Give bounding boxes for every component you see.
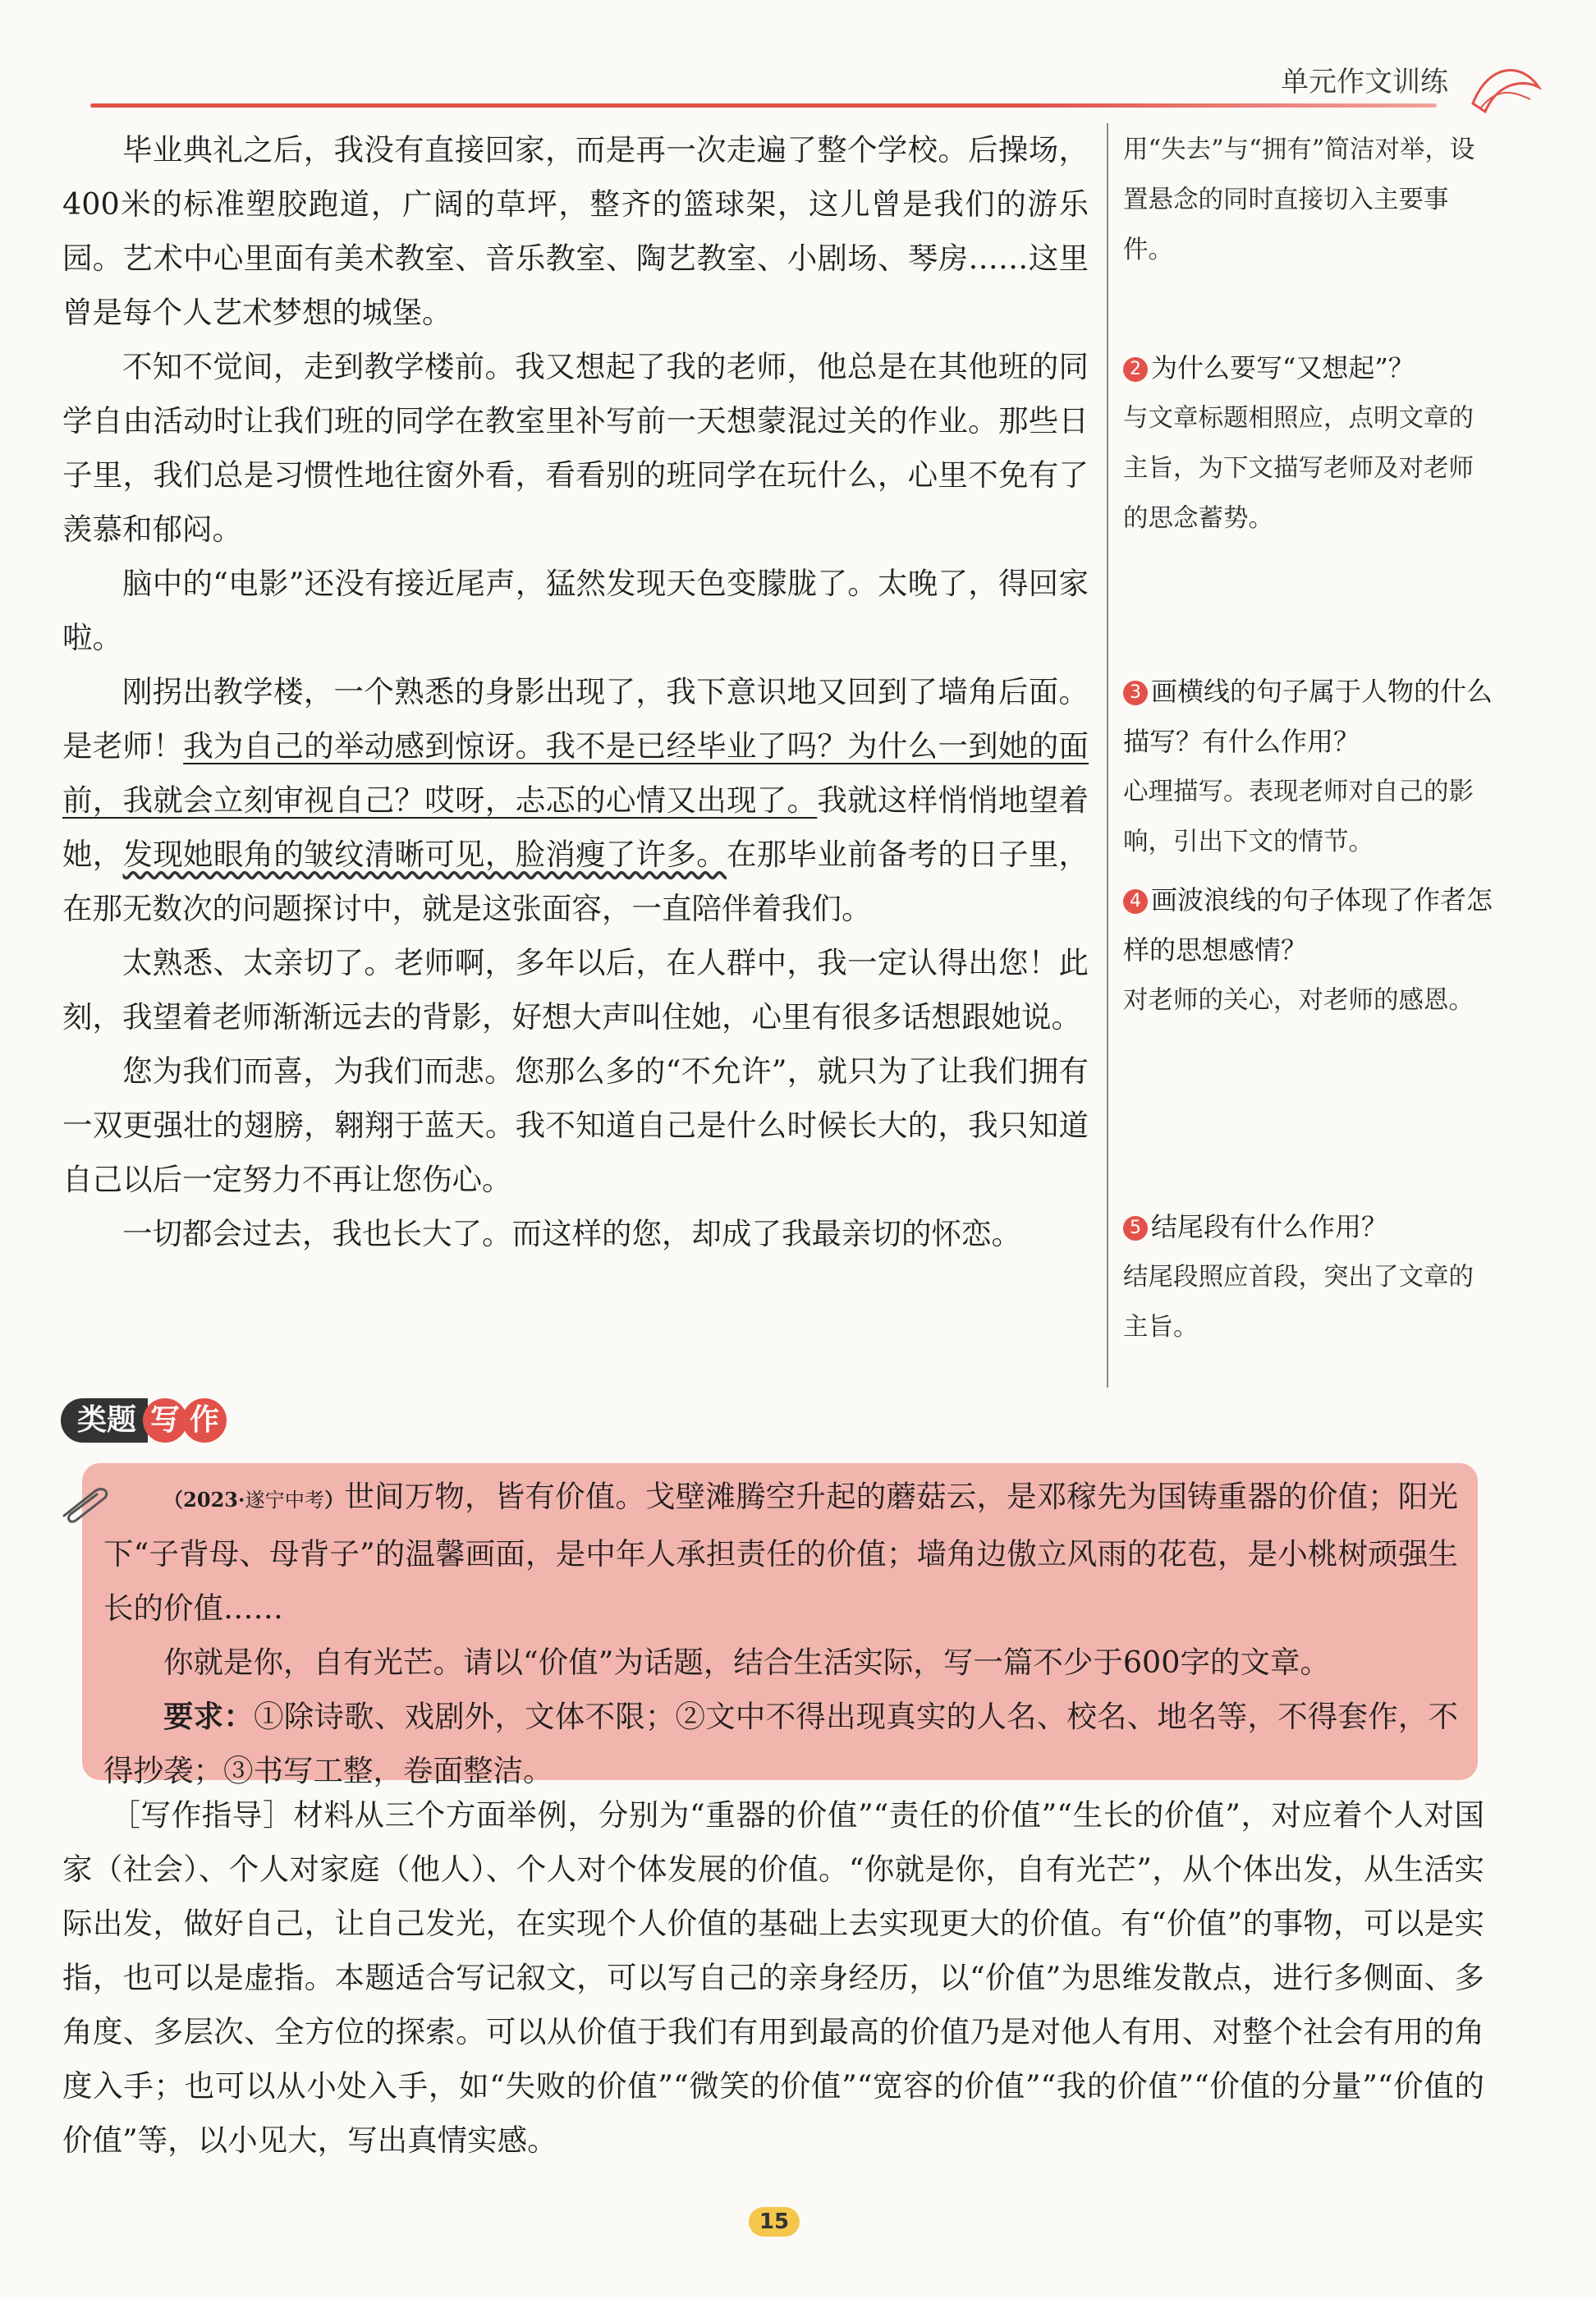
note-question (1123, 667, 1494, 767)
note-answer: 对老师的关心，对老师的感恩。 (1123, 986, 1474, 1015)
essay-paragraph (62, 665, 1089, 936)
question-text: 画波浪线的句子体现了作者怎样的思想感情？ (1123, 884, 1493, 966)
text-run: 刚拐出教学楼，一个熟悉的身影出现了，我下意识地又回到了墙角后面。是老师！ (62, 674, 1089, 764)
note-answer: 结尾段照应首段，突出了文章的主旨。 (1123, 1263, 1474, 1342)
number-badge: 2 (1123, 357, 1148, 382)
source-close: ） (324, 1488, 345, 1512)
note-5 (1123, 1202, 1494, 1352)
badge-char: 写 (143, 1398, 187, 1443)
column-divider (1107, 123, 1108, 1388)
requirements-text: ①除诗歌、戏剧外，文体不限；②文中不得出现真实的人名、校名、地名等，不得套作，不得抄袭；③书写工整，卷面整洁。 (103, 1699, 1459, 1788)
badge-char: 作 (182, 1398, 227, 1443)
essay-body (62, 123, 1089, 1261)
note-4 (1123, 875, 1494, 1026)
prompt-material (103, 1470, 1458, 1636)
note-3 (1123, 667, 1494, 867)
note-question (1123, 343, 1494, 393)
note-question (1123, 1202, 1494, 1252)
source-place: 遂宁中考 (245, 1489, 325, 1512)
guide-text: 材料从三个方面举例，分别为“重器的价值”“责任的价值”“生长的价值”，对应着个人对国家（社会）、个人对家庭（他人）、个人对个体发展的价值。“你就是你，自有光芒”，从个体出发，从生活实际出发，做好自己，让自己发光，在实现个人价值的基础上去实现更大的价值。有“价值”的事物，可以是实指，也可以是虚指。本题适合写记叙文，可以写自己的亲身经历，以“价值”为思维发散点，进行多侧面、多角度、多层次、全方位的探索。可以从价值于我们有用到最高的价值乃是对他人有用、对整个社会有用的角度入手；也可以从小处入手，如“失败的价值”“微笑的价值”“宽容的价值”“我的价值”“价值的分量”“价值的价值”等，以小见大，写出真情实感。 (62, 1797, 1484, 2158)
underlined-sentence: 我为自己的举动感到惊讶。我不是已经毕业了吗？为什么一到她的面前，我就会立刻审视自己？哎呀，忐忑的心情又出现了。 (62, 728, 1089, 818)
essay-paragraph: 您为我们而喜，为我们而悲。您那么多的“不允许”，就只为了让我们拥有一双更强壮的翅膀，翱翔于蓝天。我不知道自己是什么时候长大的，我只知道自己以后一定努力不再让您伤心。 (62, 1053, 1089, 1197)
text-run: 我就这样悄悄地望着她， (62, 782, 1089, 872)
requirements-label: 要求： (163, 1699, 255, 1734)
swirl-decoration-icon (1465, 54, 1547, 120)
prompt-text-1: 世间万物，皆有价值。戈壁滩腾空升起的蘑菇云，是邓稼先为国铸重器的价值；阳光下“子背母、母背子”的温馨画面，是中年人承担责任的价值；墙角边傲立风雨的花苞，是小桃树顽强生长的价值…… (103, 1479, 1459, 1626)
writing-guide (62, 1788, 1484, 2168)
number-badge: 5 (1123, 1216, 1148, 1241)
essay-paragraph: 太熟悉、太亲切了。老师啊，多年以后，在人群中，我一定认得出您！此刻，我望着老师渐渐远去的背影，好想大声叫住她，心里有很多话想跟她说。 (62, 945, 1089, 1035)
note-2 (1123, 343, 1494, 544)
note-1 (1123, 125, 1494, 275)
essay-paragraph: 毕业典礼之后，我没有直接回家，而是再一次走遍了整个学校。后操场，400米的标准塑胶跑道，广阔的草坪，整齐的篮球架，这儿曾是我们的游乐园。艺术中心里面有美术教室、音乐教室、陶艺教室、小剧场、琴房……这里曾是每个人艺术梦想的城堡。 (62, 132, 1089, 330)
number-badge: 3 (1123, 681, 1148, 705)
guide-paragraph (62, 1788, 1484, 2168)
unit-title: 单元作文训练 (1281, 66, 1448, 99)
note-answer: 与文章标题相照应，点明文章的主旨，为下文描写老师及对老师的思念蓄势。 (1123, 404, 1474, 533)
essay-paragraph: 脑中的“电影”还没有接近尾声，猛然发现天色变朦胧了。太晚了，得回家啦。 (62, 566, 1089, 655)
guide-label: ［写作指导］ (110, 1797, 294, 1833)
prompt-requirements (103, 1690, 1458, 1798)
number-badge: 4 (1123, 889, 1148, 914)
similar-writing-badge (61, 1396, 227, 1445)
badge-label: 类题 (61, 1398, 148, 1443)
note-question (1123, 875, 1494, 975)
question-text: 结尾段有什么作用？ (1151, 1211, 1388, 1242)
page-number: 15 (749, 2207, 800, 2237)
prompt-task: 你就是你，自有光芒。请以“价值”为话题，结合生活实际，写一篇不少于600字的文章。 (163, 1645, 1330, 1680)
question-text: 为什么要写“又想起”？ (1151, 352, 1415, 383)
essay-paragraph: 一切都会过去，我也长大了。而这样的您，却成了我最亲切的怀恋。 (122, 1216, 1021, 1251)
essay-paragraph: 不知不觉间，走到教学楼前。我又想起了我的老师，他总是在其他班的同学自由活动时让我们班的同学在教室里补写前一天想蒙混过关的作业。那些日子里，我们总是习惯性地往窗外看，看看别的班同学在玩什么，心里不免有了羡慕和郁闷。 (62, 349, 1089, 547)
header-rule (90, 103, 1437, 108)
text-run: 在那毕业前备考的日子里，在那无数次的问题探讨中，就是这张面容，一直陪伴着我们。 (62, 837, 1089, 926)
note-answer: 心理描写。表现老师对自己的影响，引出下文的情节。 (1123, 778, 1474, 856)
note-answer: 用“失去”与“拥有”简洁对举，设置悬念的同时直接切入主要事件。 (1123, 135, 1475, 264)
writing-prompt (103, 1470, 1458, 1798)
question-text: 画横线的句子属于人物的什么描写？有什么作用？ (1123, 676, 1493, 757)
source-tag (163, 1488, 344, 1512)
source-year: （2023· (163, 1488, 245, 1512)
wavy-underlined-sentence: 发现她眼角的皱纹清晰可见，脸消瘦了许多。 (122, 837, 727, 872)
